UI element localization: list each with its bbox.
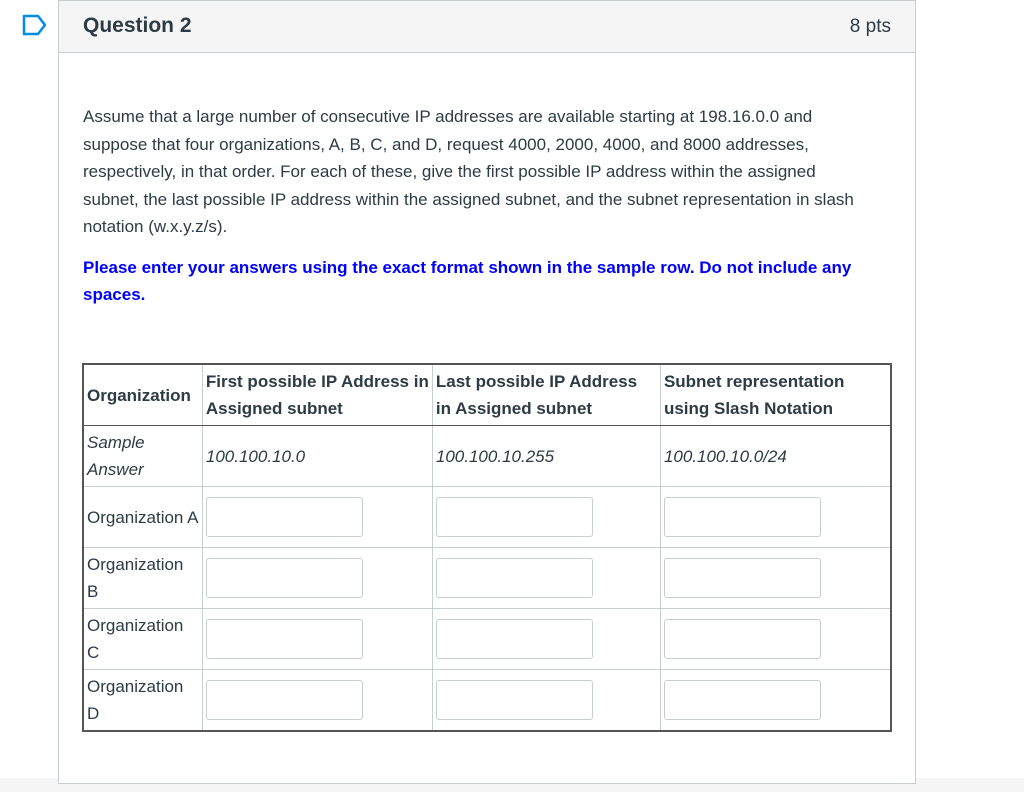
org-a-last-ip-input[interactable] xyxy=(436,497,593,537)
sample-row xyxy=(83,426,891,487)
row-label: Organization D xyxy=(83,670,202,732)
row-label: Organization C xyxy=(83,609,202,670)
column-header: Subnet representation using Slash Notation xyxy=(660,364,891,426)
org-b-first-ip-input[interactable] xyxy=(206,558,363,598)
question-header xyxy=(59,1,915,53)
bookmark-flag-icon[interactable] xyxy=(22,14,48,36)
org-c-last-ip-input[interactable] xyxy=(436,619,593,659)
org-b-last-ip-input[interactable] xyxy=(436,558,593,598)
sample-label: Sample Answer xyxy=(83,426,202,487)
sample-subnet: 100.100.10.0/24 xyxy=(660,426,891,487)
question-instruction: Please enter your answers using the exact format shown in the sample row. Do not include any spaces. xyxy=(83,257,852,304)
answer-table xyxy=(82,363,892,732)
table-row xyxy=(83,548,891,609)
org-d-last-ip-input[interactable] xyxy=(436,680,593,720)
question-points: 8 pts xyxy=(849,16,891,37)
column-header: Last possible IP Address in Assigned subnet xyxy=(432,364,660,426)
table-row xyxy=(83,487,891,548)
table-row xyxy=(83,609,891,670)
question-body xyxy=(83,103,873,309)
column-header: Organization xyxy=(83,364,202,426)
org-b-subnet-input[interactable] xyxy=(664,558,821,598)
sample-last-ip: 100.100.10.255 xyxy=(432,426,660,487)
column-header: First possible IP Address in Assigned subnet xyxy=(202,364,432,426)
org-c-subnet-input[interactable] xyxy=(664,619,821,659)
org-d-subnet-input[interactable] xyxy=(664,680,821,720)
sample-first-ip: 100.100.10.0 xyxy=(202,426,432,487)
row-label: Organization A xyxy=(83,487,202,548)
org-c-first-ip-input[interactable] xyxy=(206,619,363,659)
table-row xyxy=(83,670,891,732)
table-header-row xyxy=(83,364,891,426)
question-title: Question 2 xyxy=(83,14,192,37)
row-label: Organization B xyxy=(83,548,202,609)
org-d-first-ip-input[interactable] xyxy=(206,680,363,720)
org-a-subnet-input[interactable] xyxy=(664,497,821,537)
question-text: Assume that a large number of consecutive IP addresses are available starting at 198.16.0.0 and suppose that four organizations, A, B, C, and D, request 4000, 2000, 4000, and 8000 addresses, respectively, in that order. For each of these, give the first possible IP address within the assigned subnet, the last possible IP address within the assigned subnet, and the subnet representation in slash notation (w.x.y.z/s). xyxy=(83,107,854,236)
org-a-first-ip-input[interactable] xyxy=(206,497,363,537)
